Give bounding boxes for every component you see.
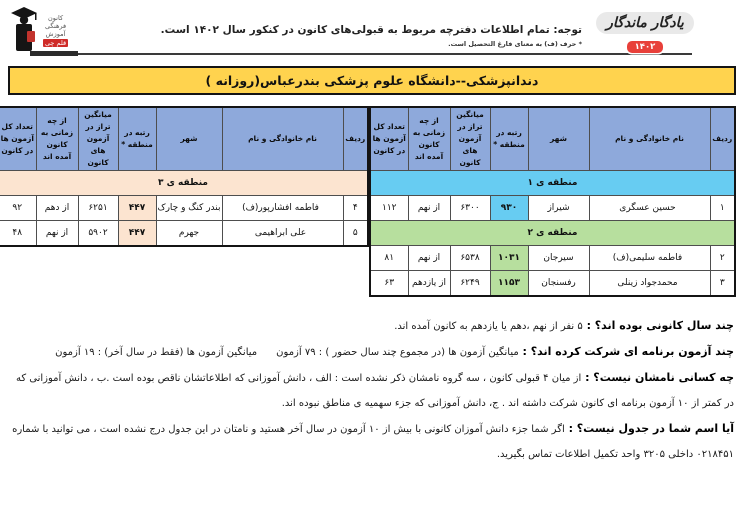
cell-average-score: ۵۹۰۲: [78, 221, 118, 247]
cell-row-number: ۴: [343, 196, 368, 221]
column-header-1: نام خانوادگی و نام: [589, 107, 710, 171]
footer-note-1: [10, 340, 734, 365]
cell-city: بندر کنگ و چارک: [156, 196, 222, 221]
region-band-row: [0, 171, 368, 196]
cell-student-name: فاطمه افشارپور(ف): [222, 196, 343, 221]
logo-underline: [30, 51, 78, 56]
column-header-6: تعداد کل آزمون ها در کانون: [370, 107, 408, 171]
cell-row-number: ۲: [710, 246, 735, 271]
brand-block: [590, 12, 700, 53]
cell-joined-since: از نهم: [408, 196, 450, 221]
header-row: [370, 107, 735, 171]
cell-row-number: ۵: [343, 221, 368, 247]
footer-note-3: [10, 417, 734, 467]
kanoon-logo: [8, 4, 78, 56]
footer-notes: [10, 314, 734, 468]
column-header-4: میانگین تراز در آزمون های کانون: [450, 107, 490, 171]
column-header-0: ردیف: [710, 107, 735, 171]
header-notes: [152, 24, 582, 48]
cell-city: جهرم: [156, 221, 222, 247]
logo-line: فرهنگی: [45, 22, 67, 30]
region-band-row: [370, 171, 735, 196]
cell-student-name: فاطمه سلیمی(ف): [589, 246, 710, 271]
column-header-2: شهر: [156, 107, 222, 171]
region-band-label: منطقه ی ۱: [370, 171, 735, 196]
brand-title: یادگار ماندگار: [596, 12, 694, 34]
cell-joined-since: از دهم: [36, 196, 78, 221]
table-regions-1-2: [369, 106, 736, 297]
column-header-2: شهر: [528, 107, 589, 171]
cell-total-exams: ۱۱۲: [370, 196, 408, 221]
column-header-1: نام خانوادگی و نام: [222, 107, 343, 171]
kanoon-logo-text: [43, 14, 68, 56]
footer-note-2: [10, 366, 734, 416]
tables-row: [0, 106, 736, 297]
table-row: [0, 221, 368, 247]
table-row: [370, 246, 735, 271]
footer-note-text: از میان ۴ قبولی کانون ، سه گروه نامشان ذکر نشده است : الف ، دانش آموزانی که اطلاعاتشان ناقص بوده است .ب ، دانش آموزانی که در کمتر از ۱۰ آزمون برنامه ای کانون شرکت داشته اند . ج، دانش آموزانی که جزء سهمیه ی مناطق نبوده اند.: [15, 373, 734, 409]
cell-total-exams: ۶۳: [370, 271, 408, 297]
cell-region-rank: ۹۳۰: [490, 196, 528, 221]
column-header-5: از چه زمانی به کانون آمده اند: [408, 107, 450, 171]
cell-row-number: ۳: [710, 271, 735, 297]
region-band-row: [370, 221, 735, 246]
header-row: [0, 107, 368, 171]
results-table: [369, 106, 736, 297]
cell-row-number: ۱: [710, 196, 735, 221]
cell-average-score: ۶۵۳۸: [450, 246, 490, 271]
cell-total-exams: ۸۱: [370, 246, 408, 271]
column-header-3: رتبه در منطقه *: [118, 107, 156, 171]
column-header-0: ردیف: [343, 107, 368, 171]
cell-region-rank: ۱۱۵۳: [490, 271, 528, 297]
cell-average-score: ۶۳۰۰: [450, 196, 490, 221]
cell-student-name: حسین عسگری: [589, 196, 710, 221]
booklet-notice: توجه: تمام اطلاعات دفترچه مربوط به قبولی‌های کانون در کنکور سال ۱۴۰۲ است.: [160, 24, 582, 36]
cell-region-rank: ۱۰۳۱: [490, 246, 528, 271]
cell-joined-since: از یازدهم: [408, 271, 450, 297]
table-row: [370, 271, 735, 297]
footer-note-text: ۵ نفر از نهم ،دهم یا یازدهم به کانون آمده اند.: [394, 321, 583, 332]
footer-note-lead: چند سال کانونی بوده اند؟ :: [582, 319, 734, 332]
results-table: [0, 106, 369, 247]
column-header-5: از چه زمانی به کانون آمده اند: [36, 107, 78, 171]
cell-region-rank: ۴۴۷: [118, 196, 156, 221]
year-badge: ۱۴۰۲: [627, 41, 664, 53]
cell-city: سیرجان: [528, 246, 589, 271]
footer-note-lead: چند آزمون برنامه ای شرکت کرده اند؟ :: [518, 345, 734, 358]
graduate-abbrev-note: * حرف (ف) به معنای فارغ التحصیل است.: [448, 40, 582, 48]
logo-line: کانون: [48, 14, 64, 22]
cell-region-rank: ۴۴۷: [118, 221, 156, 247]
cell-city: رفسنجان: [528, 271, 589, 297]
column-header-6: تعداد کل آزمون ها در کانون: [0, 107, 36, 171]
page-title: دندانپزشکی--دانشگاه علوم پزشکی بندرعباس(روزانه ): [8, 66, 736, 95]
footer-note-text: اگر شما جزء دانش آموزان کانونی با بیش از ۱۰ آزمون در سال آخر هستید و نامتان در این جدول درج نشده است ، می توانید با شماره ۰۲۱۸۴۵۱ داخلی ۳۲۰۵ واحد تکمیل اطلاعات تماس بگیرید.: [12, 424, 734, 460]
cell-student-name: علی ابراهیمی: [222, 221, 343, 247]
column-header-3: رتبه در منطقه *: [490, 107, 528, 171]
header-divider: [78, 53, 692, 55]
cell-total-exams: ۴۸: [0, 221, 36, 247]
region-band-label: منطقه ی ۳: [0, 171, 368, 196]
cell-city: شیراز: [528, 196, 589, 221]
table-region-3: [0, 106, 369, 297]
cell-student-name: محمدجواد زینلی: [589, 271, 710, 297]
graduate-icon: [8, 4, 40, 54]
cell-total-exams: ۹۲: [0, 196, 36, 221]
footer-note-text: میانگین آزمون ها (در مجموع چند سال حضور ) : ۷۹ آزمون میانگین آزمون ها (فقط در سال آخر) : ۱۹ آزمون: [55, 347, 519, 358]
cell-average-score: ۶۲۴۹: [450, 271, 490, 297]
cell-joined-since: از نهم: [36, 221, 78, 247]
region-band-label: منطقه ی ۲: [370, 221, 735, 246]
footer-note-lead: آیا اسم شما در جدول نیست؟ :: [564, 422, 734, 435]
footer-note-0: [10, 314, 734, 339]
footer-note-lead: چه کسانی نامشان نیست؟ :: [581, 371, 734, 384]
column-header-4: میانگین تراز در آزمون های کانون: [78, 107, 118, 171]
table-row: [0, 196, 368, 221]
table-row: [370, 196, 735, 221]
cell-average-score: ۶۲۵۱: [78, 196, 118, 221]
logo-line-brand: قلم چی: [45, 39, 67, 47]
logo-line: آموزش: [45, 30, 66, 38]
cell-joined-since: از نهم: [408, 246, 450, 271]
